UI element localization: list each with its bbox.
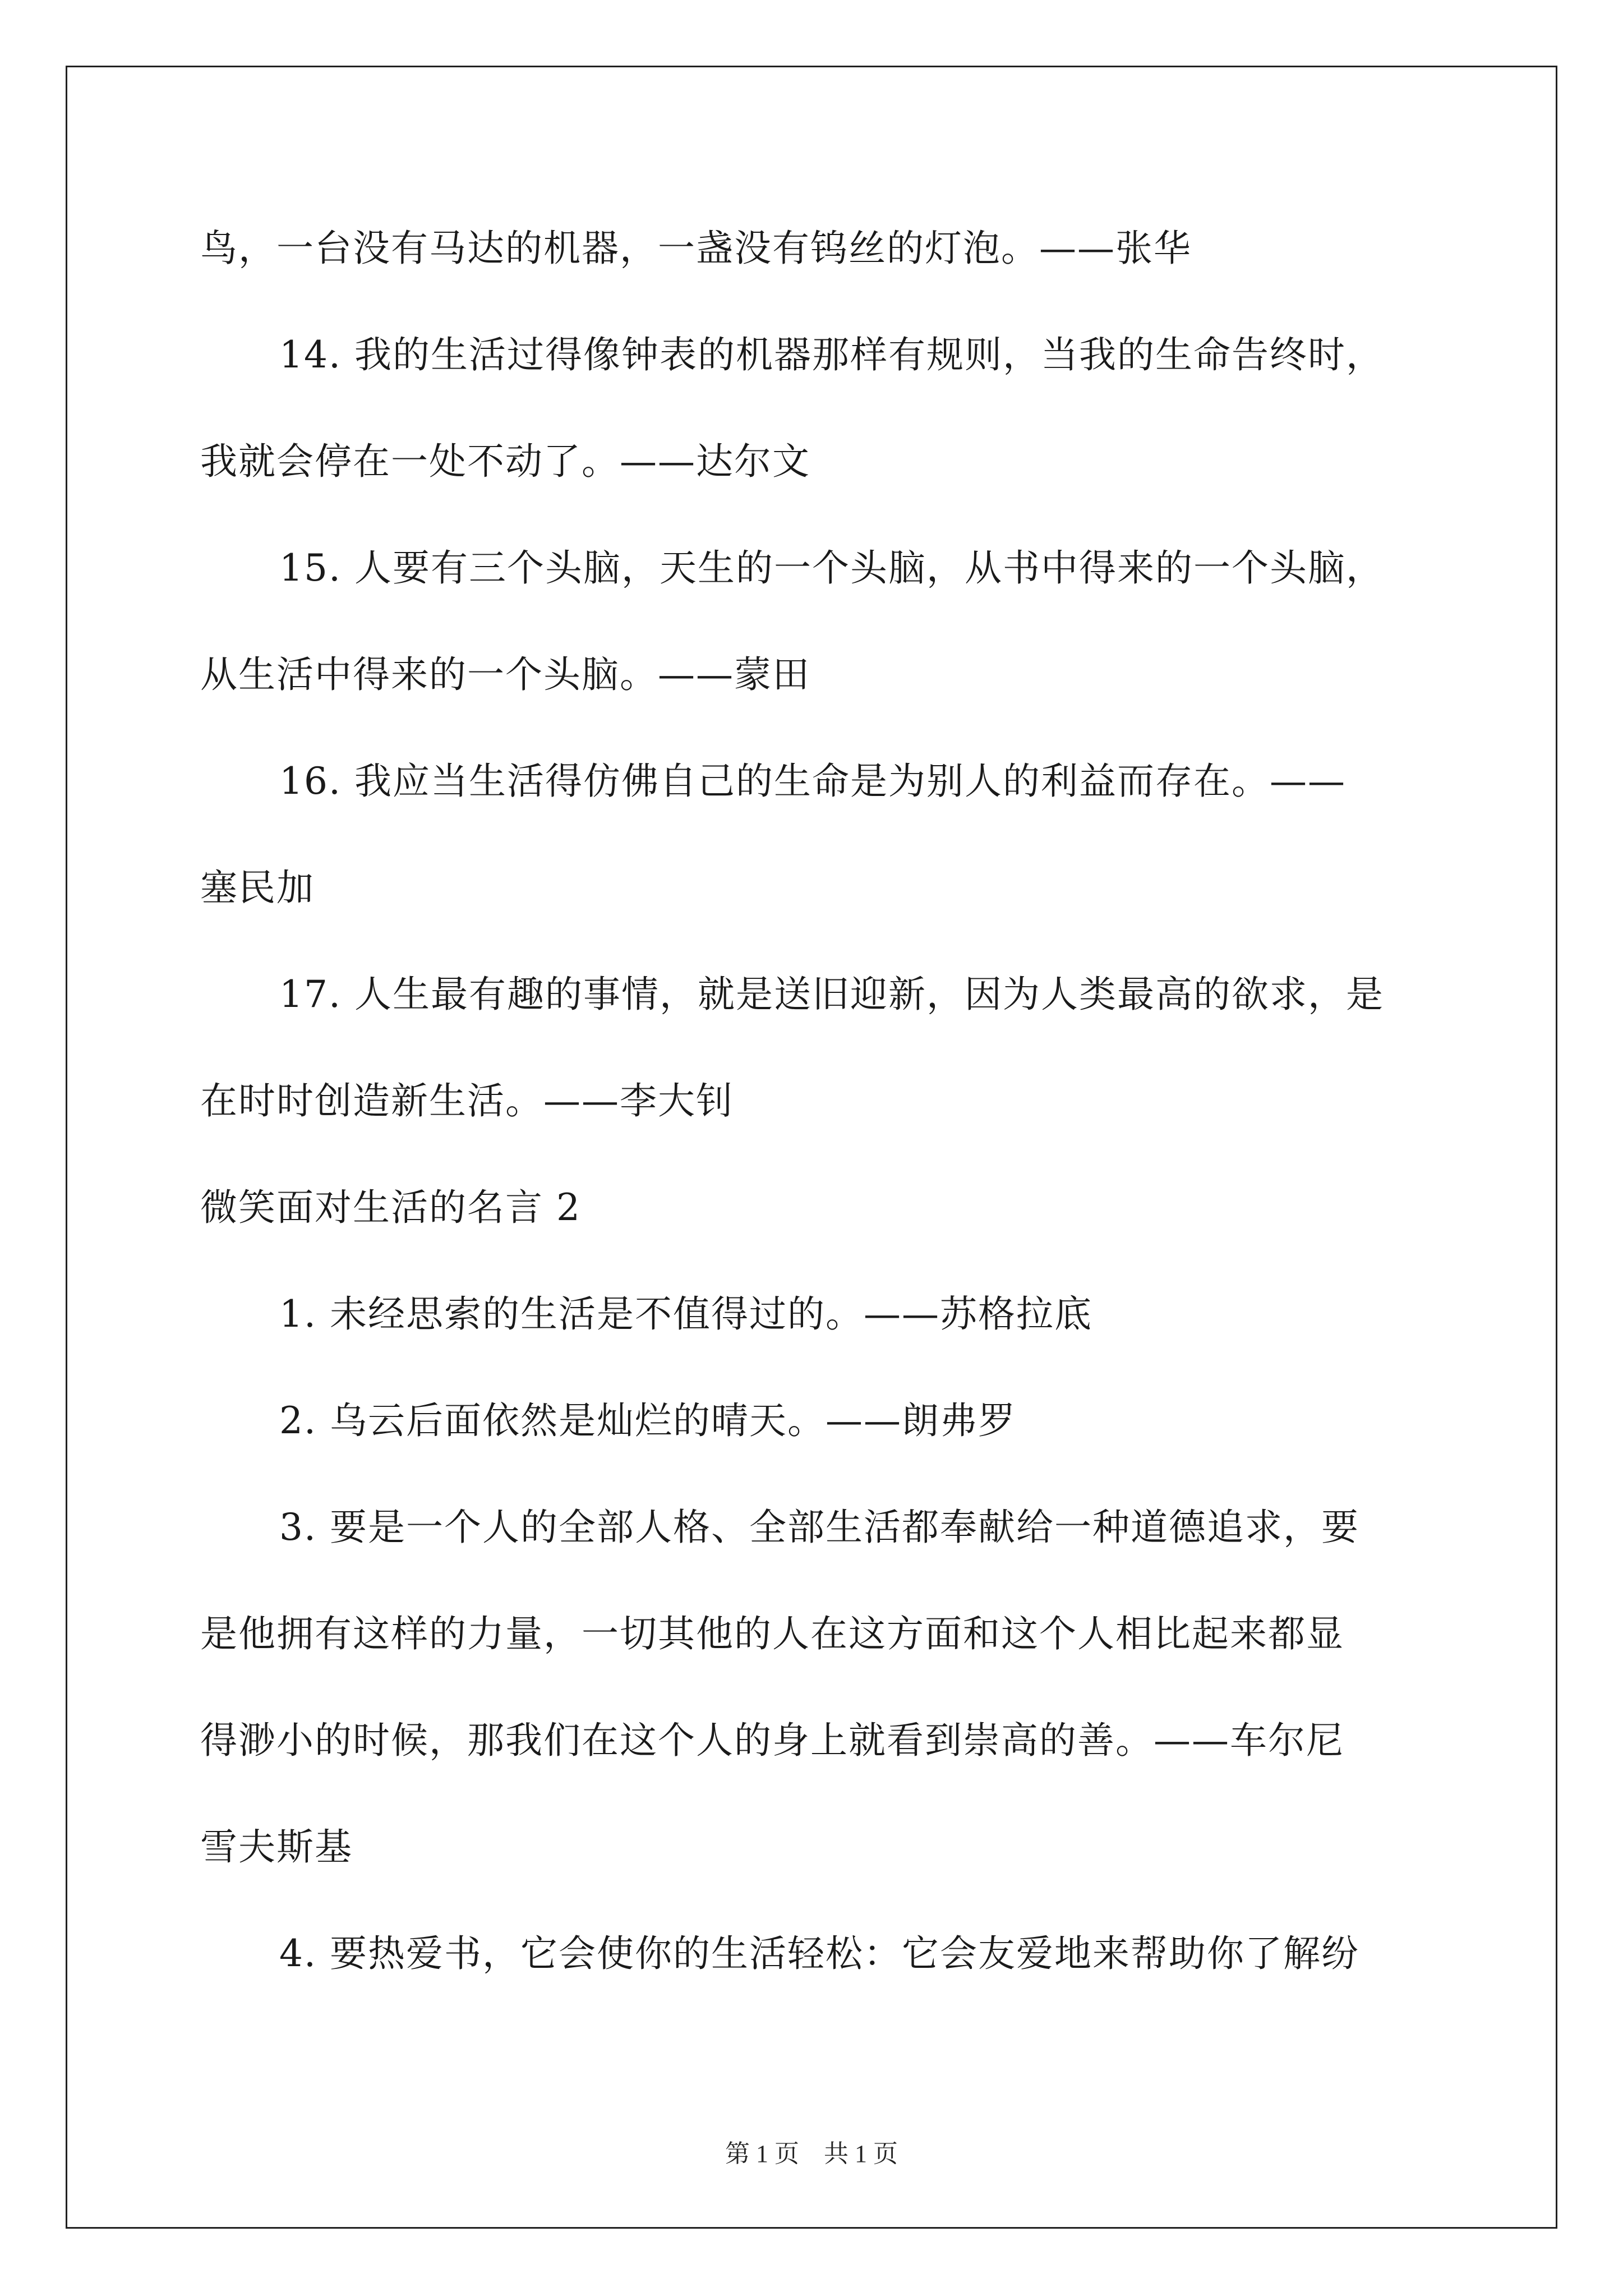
quote-17-line-1: 17. 人生最有趣的事情，就是送旧迎新，因为人类最高的欲求，是 — [279, 973, 1384, 1016]
quote-4-line-1: 4. 要热爱书，它会使你的生活轻松：它会友爱地来帮助你了解纷 — [279, 1932, 1359, 1975]
quote-3-line-1: 3. 要是一个人的全部人格、全部生活都奉献给一种道德追求，要 — [279, 1506, 1359, 1549]
text-line: 鸟，一台没有马达的机器，一盏没有钨丝的灯泡。——张华 — [200, 227, 1192, 270]
quote-14-line-2: 我就会停在一处不动了。——达尔文 — [200, 440, 810, 483]
quote-17-line-2: 在时时创造新生活。——李大钊 — [200, 1079, 734, 1122]
quote-15-line-1: 15. 人要有三个头脑，天生的一个头脑，从书中得来的一个头脑， — [279, 546, 1384, 590]
quote-16-line-2: 塞民加 — [200, 866, 315, 909]
quote-15-line-2: 从生活中得来的一个头脑。——蒙田 — [200, 653, 810, 696]
quote-16-line-1: 16. 我应当生活得仿佛自己的生命是为别人的利益而存在。—— — [279, 760, 1346, 803]
quote-3-line-4: 雪夫斯基 — [200, 1825, 353, 1869]
section-heading: 微笑面对生活的名言 2 — [200, 1186, 581, 1229]
page-border — [66, 66, 1557, 2229]
quote-14-line-1: 14. 我的生活过得像钟表的机器那样有规则，当我的生命告终时， — [279, 333, 1384, 376]
quote-3-line-3: 得渺小的时候，那我们在这个人的身上就看到崇高的善。——车尔尼 — [200, 1719, 1344, 1762]
quote-1-line-1: 1. 未经思索的生活是不值得过的。——苏格拉底 — [279, 1292, 1092, 1336]
quote-2-line-1: 2. 乌云后面依然是灿烂的晴天。——朗弗罗 — [279, 1399, 1016, 1442]
quote-3-line-2: 是他拥有这样的力量，一切其他的人在这方面和这个人相比起来都显 — [200, 1612, 1344, 1655]
page-footer: 第 1 页 共 1 页 — [725, 2140, 898, 2168]
